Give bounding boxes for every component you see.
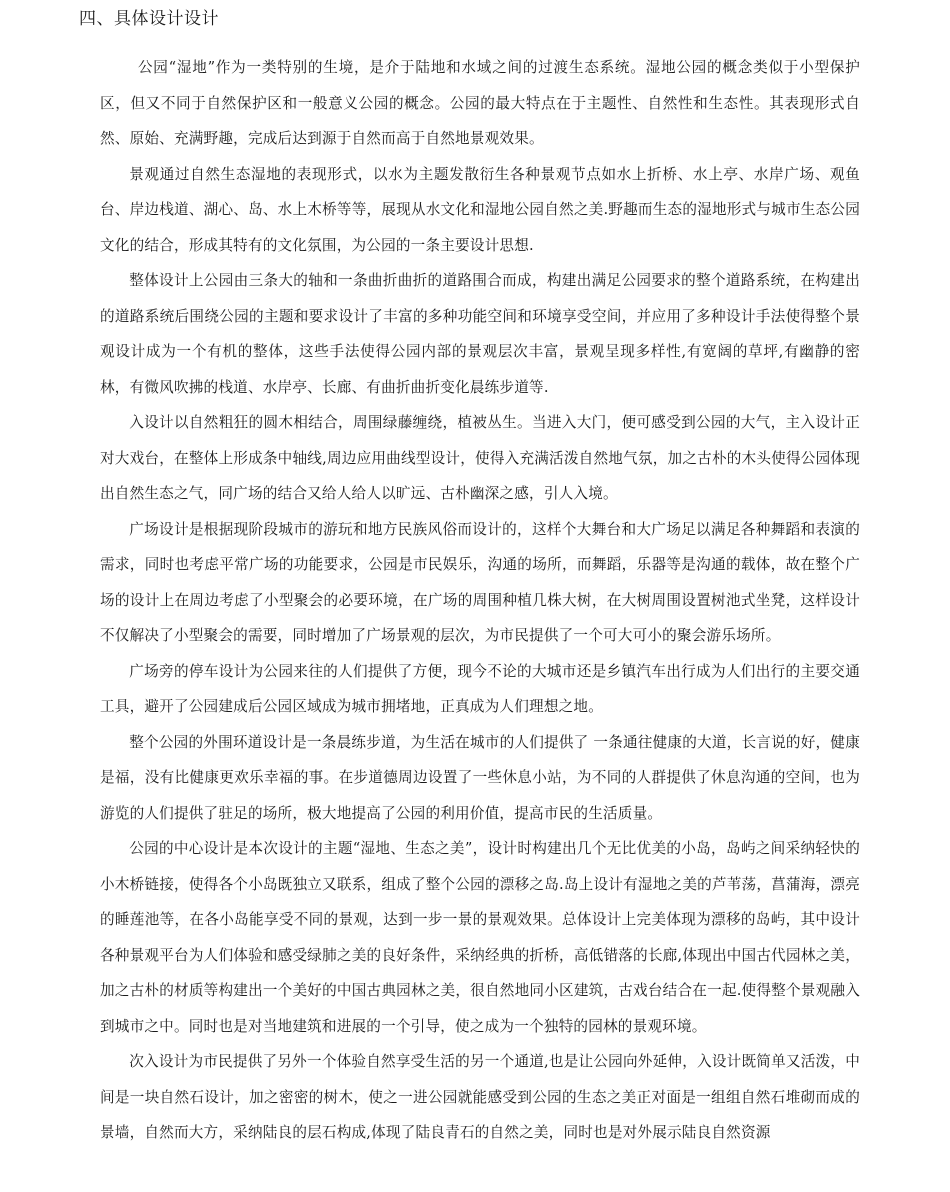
document-body: [100, 50, 860, 1151]
paragraph-plaza-design: 广场设计是根据现阶段城市的游玩和地方民族风俗而设计的，这样个大舞台和大广场足以满足各种舞蹈和表演的需求，同时也考虑平常广场的功能要求，公园是市民娱乐，沟通的场所，而舞蹈，乐器等是沟通的载体，故在整个广场的设计上在周边考虑了小型聚会的必要环境，在广场的周围种植几株大树，在大树周围设置树池式坐凳，这样设计不仅解决了小型聚会的需要，同时增加了广场景观的层次，为市民提供了一个可大可小的聚会游乐场所。: [100, 520, 860, 644]
paragraph-parking-design: 广场旁的停车设计为公园来往的人们提供了方便，现今不论的大城市还是乡镇汽车出行成为人们出行的主要交通工具，避开了公园建成后公园区域成为城市拥堵地，正真成为人们理想之地。: [100, 662, 860, 715]
paragraph-center-design: 公园的中心设计是本次设计的主题“湿地、生态之美”，设计时构建出几个无比优美的小岛，岛屿之间采纳轻快的小木桥链接，使得各个小岛既独立又联系，组成了整个公园的漂移之岛.岛上设计有湿地之美的芦苇荡，菖蒲海，漂亮的睡莲池等，在各小岛能享受不同的景观，达到一步一景的景观效果。总体设计上完美体现为漂移的岛屿，其中设计各种景观平台为人们体验和感受绿肺之美的良好条件，采纳经典的折桥，高低错落的长廊,体现出中国古代园林之美，加之古朴的材质等构建出一个美好的中国古典园林之美，很自然地同小区建筑，古戏台结合在一起.使得整个景观融入到城市之中。同时也是对当地建筑和进展的一个引导，使之成为一个独特的园林的景观环境。: [100, 840, 860, 1035]
section-heading: 四、具体设计设计: [79, 9, 219, 29]
paragraph-landscape-expression: 景观通过自然生态湿地的表现形式，以水为主题发散衍生各种景观节点如水上折桥、水上亭、水岸广场、观鱼台、岸边栈道、湖心、岛、水上木桥等等，展现从水文化和湿地公园自然之美.野趣而生态的湿地形式与城市生态公园文化的结合，形成其特有的文化氛围，为公园的一条主要设计思想.: [100, 165, 860, 254]
paragraph-entrance-design: 入设计以自然粗狂的圆木相结合，周围绿藤缠绕，植被丛生。当进入大门，便可感受到公园的大气，主入设计正对大戏台，在整体上形成条中轴线,周边应用曲线型设计，使得入充满活泼自然地气氛，加之古朴的木头使得公园体现出自然生态之气，同广场的结合又给人给人以旷远、古朴幽深之感，引人入境。: [100, 414, 860, 502]
paragraph-overall-design: 整体设计上公园由三条大的轴和一条曲折曲折的道路围合而成，构建出满足公园要求的整个道路系统，在构建出的道路系统后围绕公园的主题和要求设计了丰富的多种功能空间和环境享受空间，并应用了多种设计手法使得整个景观设计成为一个有机的整体，这些手法使得公园内部的景观层次丰富，景观呈现多样性,有宽阔的草坪,有幽静的密林，有微风吹拂的栈道、水岸亭、长廊、有曲折曲折变化晨练步道等.: [100, 272, 860, 396]
paragraph-ring-path-design: 整个公园的外围环道设计是一条晨练步道，为生活在城市的人们提供了 一条通往健康的大道，长言说的好，健康是福，没有比健康更欢乐幸福的事。在步道德周边设置了一些休息小站，为不同的人群提供了休息沟通的空间，也为游览的人们提供了驻足的场所，极大地提高了公园的利用价值，提高市民的生活质量。: [100, 733, 860, 822]
paragraph-wetland-definition: 公园“湿地”作为一类特别的生境，是介于陆地和水域之间的过渡生态系统。湿地公园的概念类似于小型保护区，但又不同于自然保护区和一般意义公园的概念。公园的最大特点在于主题性、自然性和生态性。其表现形式自然、原始、充满野趣，完成后达到源于自然而高于自然地景观效果。: [100, 59, 860, 147]
paragraph-secondary-entrance: 次入设计为市民提供了另外一个体验自然享受生活的另一个通道,也是让公园向外延伸，入设计既简单又活泼，中间是一块自然石设计，加之密密的树木，使之一进公园就能感受到公园的生态之美正对面是一组组自然石堆砌而成的景墙，自然而大方，采纳陆良的层石构成,体现了陆良青石的自然之美，同时也是对外展示陆良自然资源: [100, 1053, 860, 1141]
